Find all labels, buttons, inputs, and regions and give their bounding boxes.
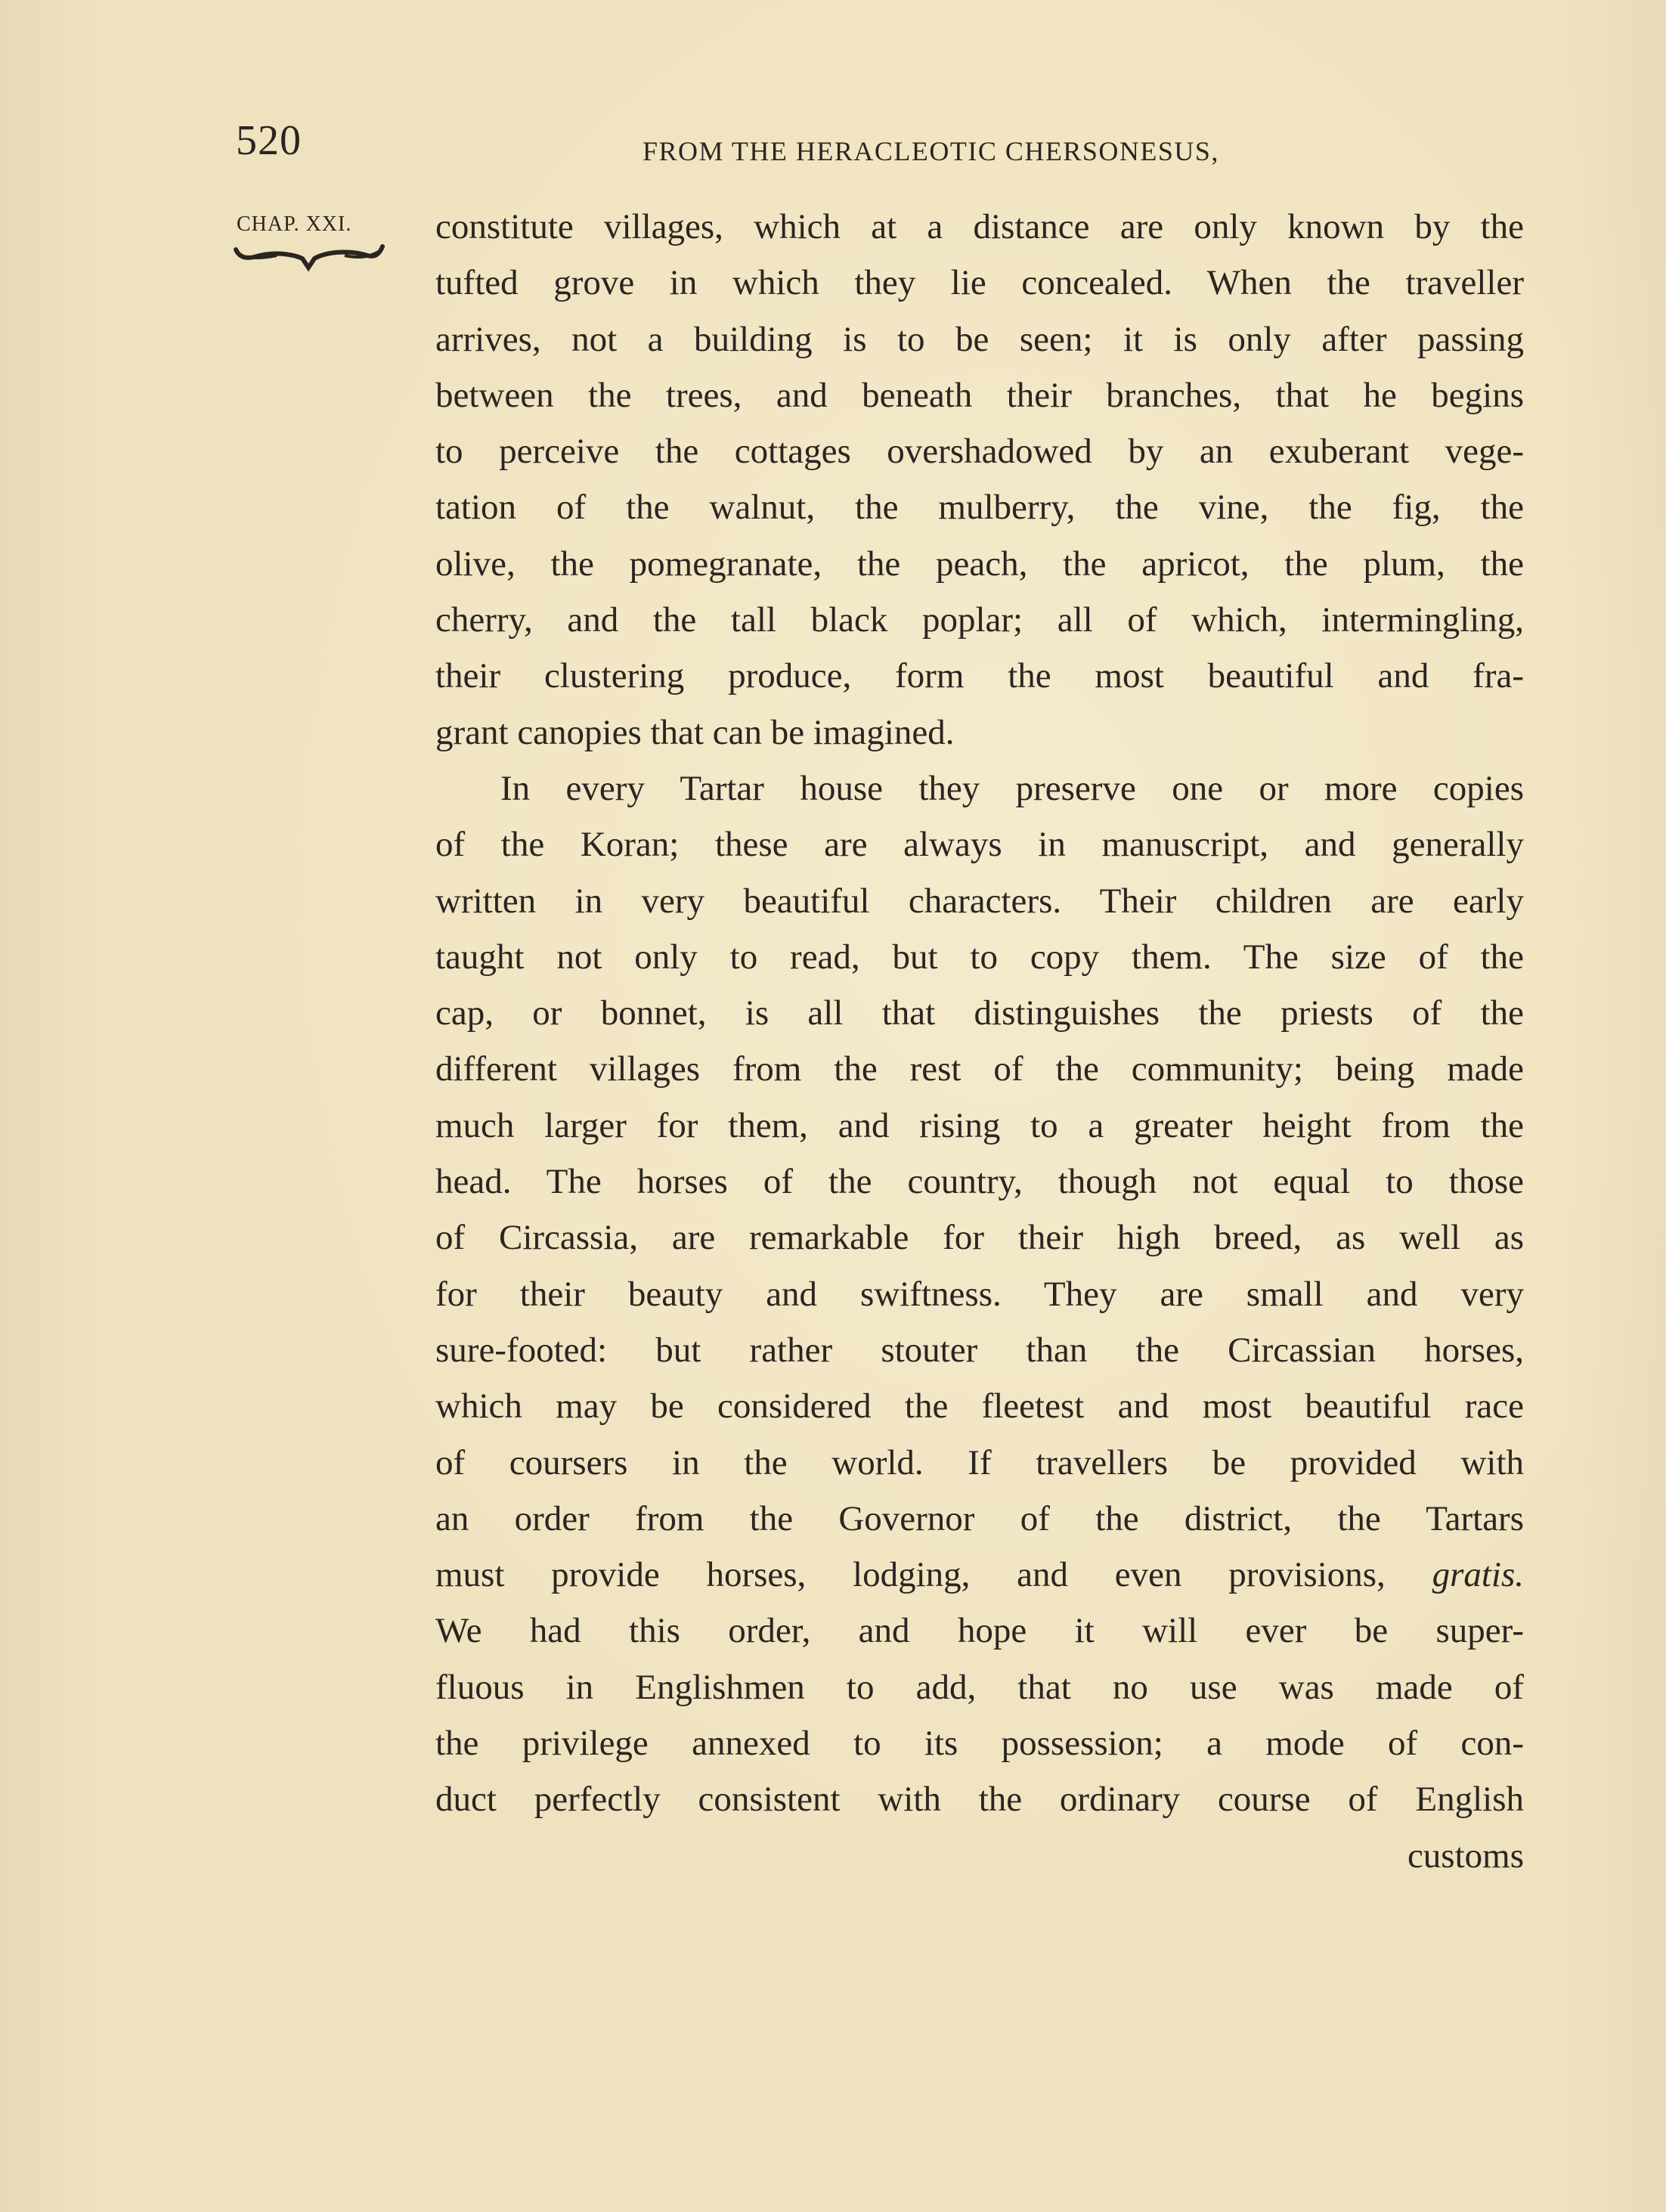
text-line: much larger for them, and rising to a greater height from the — [435, 1105, 1524, 1145]
text-line-with-italic — [435, 1551, 1524, 1607]
text-line: taught not only to read, but to copy them. The size of the — [435, 937, 1524, 977]
text-line: arrives, not a building is to be seen; it is only after passing — [435, 319, 1524, 359]
text-line: grant canopies that can be imagined. — [435, 712, 955, 752]
text-line: an order from the Governor of the district, the Tartars — [435, 1498, 1524, 1538]
text-line: their clustering produce, form the most beautiful and fra- — [435, 656, 1524, 696]
text-line: cherry, and the tall black poplar; all of which, intermingling, — [435, 600, 1524, 640]
running-head: FROM THE HERACLEOTIC CHERSONESUS, — [643, 136, 1219, 166]
text-line: of coursers in the world. If travellers be provided with — [435, 1442, 1524, 1482]
catchword: customs — [1407, 1836, 1524, 1876]
text-line: cap, or bonnet, is all that distinguishes the priests of the — [435, 993, 1524, 1033]
paragraph-start-line: In every Tartar house they preserve one or more copies — [500, 768, 1524, 808]
text-line: written in very beautiful characters. Their children are early — [435, 881, 1524, 921]
text-line: to perceive the cottages overshadowed by an exuberant vege- — [435, 432, 1524, 472]
text-line: tufted grove in which they lie concealed. When the traveller — [435, 263, 1524, 303]
chapter-label: CHAP. XXI. — [237, 212, 352, 236]
italic-word: gratis. — [1432, 1555, 1524, 1595]
text-line: fluous in Englishmen to add, that no use was made of — [435, 1667, 1524, 1707]
text-line: which may be considered the fleetest and most beautiful race — [435, 1386, 1524, 1427]
text-line: tation of the walnut, the mulberry, the vine, the fig, the — [435, 488, 1524, 528]
page-number: 520 — [236, 117, 302, 164]
text-line: of Circassia, are remarkable for their high breed, as well as — [435, 1218, 1524, 1258]
text-line: for their beauty and swiftness. They are small and very — [435, 1274, 1524, 1314]
text-line: constitute villages, which at a distance are only known by the — [435, 207, 1524, 246]
text-line: between the trees, and beneath their branches, that he begins — [435, 375, 1524, 415]
text-line: We had this order, and hope it will ever be super- — [435, 1611, 1524, 1651]
text-segment: must provide horses, lodging, and even provisions, — [435, 1555, 1386, 1595]
text-line: olive, the pomegranate, the peach, the apricot, the plum, the — [435, 544, 1524, 584]
text-line: of the Koran; these are always in manuscript, and generally — [435, 825, 1524, 865]
chapter-flourish-ornament — [231, 240, 386, 275]
body-text — [435, 203, 1524, 1888]
text-line: sure-footed: but rather stouter than the Circassian horses, — [435, 1330, 1524, 1370]
text-line: different villages from the rest of the community; being made — [435, 1049, 1524, 1089]
text-line: the privilege annexed to its possession; a mode of con- — [435, 1724, 1524, 1764]
text-line: duct perfectly consistent with the ordinary course of English — [435, 1780, 1524, 1820]
text-line: head. The horses of the country, though not equal to those — [435, 1162, 1524, 1202]
